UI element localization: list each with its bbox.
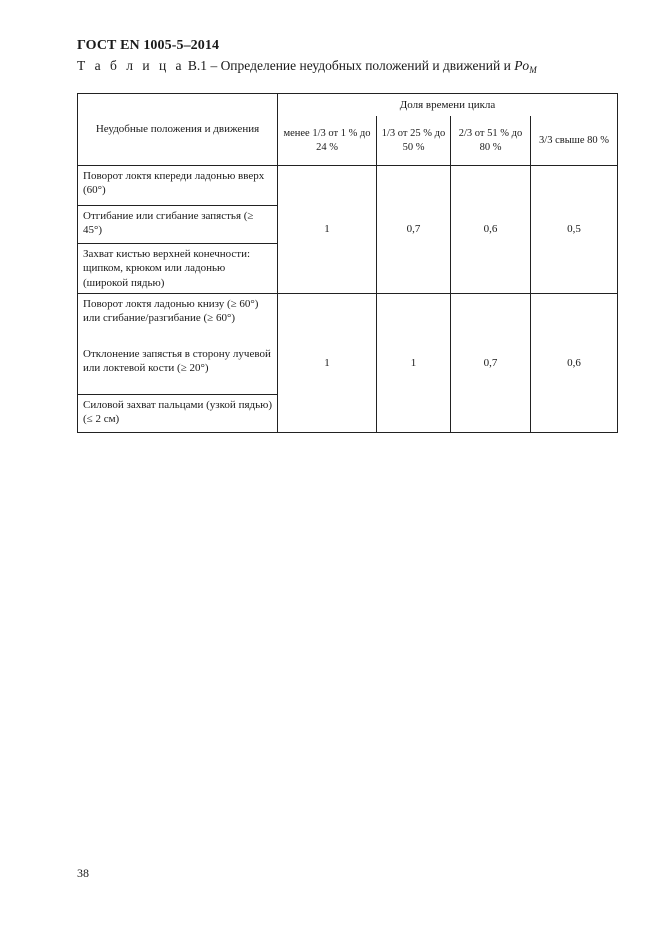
caption-prefix: Т а б л и ц а — [77, 58, 185, 73]
value-cell: 1 — [377, 294, 451, 433]
postures-table — [77, 93, 618, 433]
value-cell: 1 — [278, 294, 377, 433]
posture-item: Отгибание или сгибание запястья (≥ 45°) — [78, 206, 278, 244]
header-cycle-time-share: Доля времени цикла — [278, 94, 618, 117]
value-cell: 0,7 — [451, 294, 531, 433]
posture-item: Отклонение запястья в сторону лучевой или локтевой кости (≥ 20°) — [78, 344, 278, 395]
posture-item: Поворот локтя ладонью книзу (≥ 60°) или сгибание/разгибание (≥ 60°) — [78, 294, 278, 345]
value-cell: 0,6 — [531, 294, 618, 433]
header-col-three-thirds: 3/3 свыше 80 % — [531, 116, 618, 166]
caption-symbol-subscript: M — [529, 65, 537, 75]
table-caption — [77, 58, 637, 75]
value-cell: 0,7 — [377, 166, 451, 294]
caption-symbol: Po — [514, 58, 530, 73]
header-col-two-thirds: 2/3 от 51 % до 80 % — [451, 116, 531, 166]
value-cell: 0,5 — [531, 166, 618, 294]
page-number: 38 — [77, 866, 89, 880]
caption-text: – Определение неудобных положений и движений и — [207, 58, 515, 73]
header-col-one-third: 1/3 от 25 % до 50 % — [377, 116, 451, 166]
document-code: ГОСТ EN 1005-5–2014 — [77, 38, 220, 53]
posture-item: Захват кистью верхней конечности: щипком, крюком или ладонью (широкой пядью) — [78, 244, 278, 294]
value-cell: 0,6 — [451, 166, 531, 294]
table-row — [78, 294, 618, 345]
posture-item: Поворот локтя кпереди ладонью вверх (60°) — [78, 166, 278, 206]
header-col-less-third: менее 1/3 от 1 % до 24 % — [278, 116, 377, 166]
posture-item: Силовой захват пальцами (узкой пядью) (≤ 2 см) — [78, 395, 278, 433]
value-cell: 1 — [278, 166, 377, 294]
table-row — [78, 166, 618, 206]
caption-number: В.1 — [187, 58, 208, 73]
header-postures: Неудобные положения и движения — [78, 94, 278, 166]
